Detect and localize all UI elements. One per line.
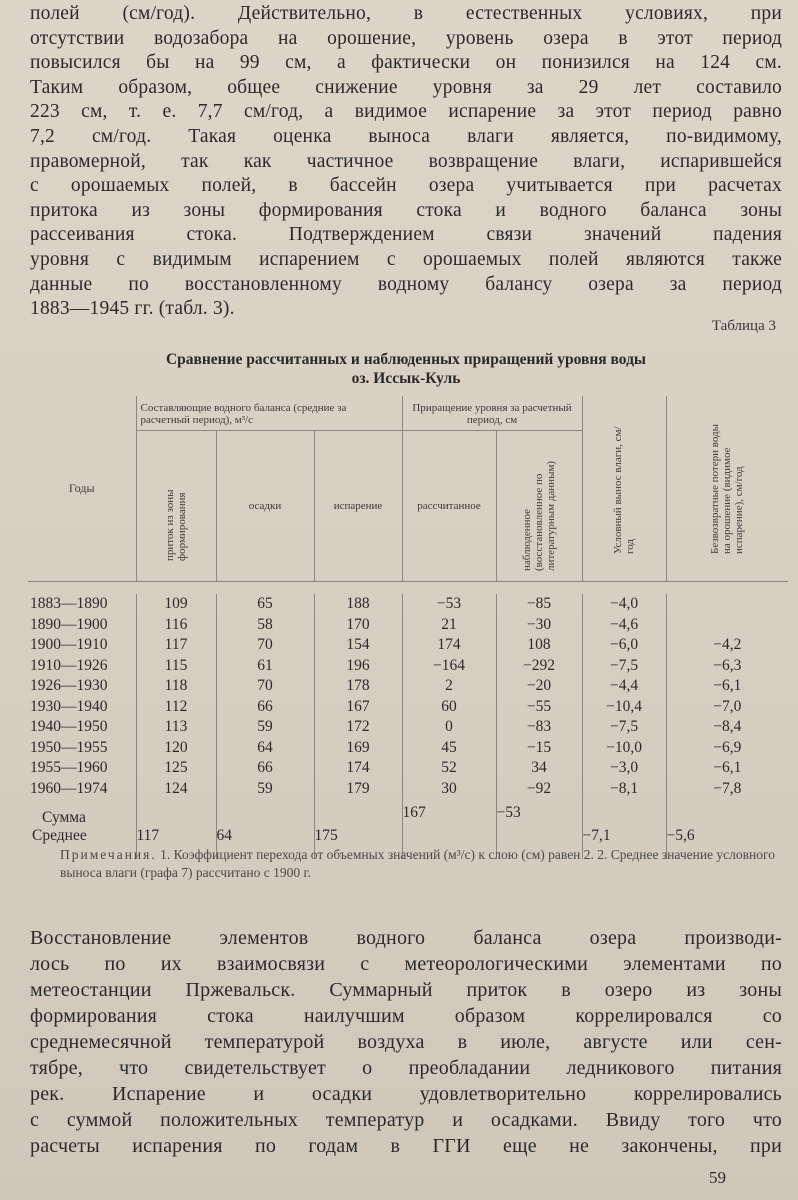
col-header-years: Годы: [28, 396, 136, 582]
cell-calc: 52: [402, 758, 496, 779]
table-row-sum: [28, 799, 788, 827]
table-row: [28, 594, 788, 615]
text-line: Восстановление элементов водного баланса озера производи-: [30, 927, 782, 949]
table-title-line: оз. Иссык-Куль: [351, 370, 461, 387]
cell-evap: 178: [314, 676, 402, 697]
cell-precip: 64: [216, 738, 314, 759]
cell-precip: 59: [216, 717, 314, 738]
text-line: повысился бы на 99 см, а фактически он понизился на 124 см.: [30, 52, 782, 74]
cell-obs: −15: [496, 738, 582, 759]
table-row-mean: [28, 827, 788, 845]
cell-inflow: 117: [136, 635, 216, 656]
cell-irr: −6,3: [666, 656, 788, 677]
text-line: с орошаемых полей, в бассейн озера учитывается при расчетах: [30, 175, 782, 197]
mean-precip: 64: [216, 827, 314, 845]
cell-calc: 30: [402, 779, 496, 800]
cell-years: 1900—1910: [30, 636, 108, 653]
col-header-cond-removal: Условный вынос влаги, см/год: [582, 396, 666, 582]
cell-evap: 179: [314, 779, 402, 800]
text-line: рассеивания стока. Подтверждением связи значений падения: [30, 224, 782, 246]
cell-inflow: 124: [136, 779, 216, 800]
col-header-calc: рассчитанное: [402, 431, 496, 582]
cell-obs: −55: [496, 697, 582, 718]
text-line: уровня с видимым испарением с орошаемых полей являются также: [30, 248, 782, 270]
col-header-precip: осадки: [216, 431, 314, 582]
cell-obs: −292: [496, 656, 582, 677]
cell-irr: [666, 615, 788, 636]
text-line: Таким образом, общее снижение уровня за 29 лет составило: [30, 76, 782, 98]
cell-precip: 70: [216, 635, 314, 656]
cell-evap: 169: [314, 738, 402, 759]
sum-label: Сумма: [42, 809, 86, 826]
text-line: расчеты испарения по годам в ГГИ еще не закончены, при: [30, 1135, 782, 1157]
cell-calc: 60: [402, 697, 496, 718]
cell-irr: −4,2: [666, 635, 788, 656]
cell-cond: −7,5: [582, 717, 666, 738]
sum-calc: 167: [402, 799, 496, 827]
cell-obs: 34: [496, 758, 582, 779]
mean-evap: 175: [314, 827, 402, 845]
cell-irr: −6,9: [666, 738, 788, 759]
cell-calc: 0: [402, 717, 496, 738]
notes-text: 1. Коэффициент перехода от объемных значений (м³/с) к слою (см) равен 2. 2. Среднее значение условного выноса влаги (графа 7) рассчитано с 1900 г.: [60, 847, 775, 880]
table-row: [28, 779, 788, 800]
cell-cond: −3,0: [582, 758, 666, 779]
text-line: лось по их взаимосвязи с метеорологическими элементами по: [30, 953, 782, 975]
cell-inflow: 116: [136, 615, 216, 636]
cell-years: 1910—1926: [30, 656, 108, 674]
col-header-observed: наблюденное (восстановленное по литературным данным): [496, 431, 582, 582]
cell-irr: −7,0: [666, 697, 788, 718]
text-line: 7,2 см/год. Такая оценка выноса влаги является, по-видимому,: [30, 125, 782, 147]
cell-calc: 174: [402, 635, 496, 656]
table-row: [28, 758, 788, 779]
cell-evap: 154: [314, 635, 402, 656]
text-line: формирования стока наилучшим образом коррелировался со: [30, 1005, 782, 1027]
cell-precip: 70: [216, 676, 314, 697]
cell-cond: −8,1: [582, 779, 666, 800]
text-line: 1883—1945 гг. (табл. 3).: [30, 298, 235, 320]
cell-calc: −53: [402, 594, 496, 615]
cell-irr: [666, 594, 788, 615]
cell-years: 1940—1950: [30, 718, 108, 735]
table-row: [28, 697, 788, 718]
cell-obs: 108: [496, 635, 582, 656]
cell-cond: −4,6: [582, 615, 666, 636]
text-line: 223 см, т. е. 7,7 см/год, а видимое испарение за этот период равно: [30, 101, 782, 123]
table-row: [28, 738, 788, 759]
bottom-paragraph: [30, 925, 782, 1159]
top-paragraph: [30, 2, 782, 322]
text-line: отсутствии водозабора на орошение, уровень озера в этот период: [30, 27, 782, 49]
text-line: данные по восстановленному водному балансу озера за период: [30, 273, 782, 295]
cell-irr: −7,8: [666, 779, 788, 800]
notes-lead: Примечания.: [60, 847, 157, 862]
text-line: полей (см/год). Действительно, в естественных условиях, при: [30, 3, 782, 24]
cell-years: 1926—1930: [30, 677, 108, 694]
table-row: [28, 615, 788, 636]
cell-inflow: 118: [136, 676, 216, 697]
cell-years: 1955—1960: [30, 759, 108, 776]
cell-inflow: 113: [136, 717, 216, 738]
cell-years: 1890—1900: [30, 615, 108, 633]
cell-years: 1930—1940: [30, 697, 108, 715]
sum-obs: −53: [496, 799, 582, 827]
text-line: тябре, что свидетельствует о преобладании ледникового питания: [30, 1057, 782, 1079]
col-header-evap: испарение: [314, 431, 402, 582]
water-balance-table: [28, 396, 788, 859]
cell-obs: −85: [496, 594, 582, 615]
table-row: [28, 676, 788, 697]
cell-precip: 65: [216, 594, 314, 615]
cell-precip: 66: [216, 758, 314, 779]
table-title: [30, 350, 782, 388]
table-title-line: Сравнение рассчитанных и наблюденных приращений уровня воды: [165, 351, 647, 368]
text-line: с суммой положительных температур и осадками. Ввиду того что: [30, 1109, 782, 1131]
page-number: 59: [709, 1168, 726, 1187]
cell-calc: 45: [402, 738, 496, 759]
table-notes: [60, 846, 780, 881]
col-header-inflow: приток из зоны формирования: [136, 431, 216, 582]
cell-cond: −10,0: [582, 738, 666, 759]
cell-years: 1960—1974: [30, 779, 108, 797]
cell-evap: 172: [314, 717, 402, 738]
mean-cond: −7,1: [582, 827, 666, 845]
text-line: притока из зоны формирования стока и водного баланса зоны: [30, 199, 782, 221]
cell-irr: −6,1: [666, 676, 788, 697]
table-label: Таблица 3: [711, 318, 776, 334]
cell-obs: −30: [496, 615, 582, 636]
cell-inflow: 109: [136, 594, 216, 615]
cell-inflow: 112: [136, 697, 216, 718]
cell-inflow: 125: [136, 758, 216, 779]
cell-precip: 66: [216, 697, 314, 718]
cell-evap: 196: [314, 656, 402, 677]
cell-irr: −8,4: [666, 717, 788, 738]
cell-evap: 188: [314, 594, 402, 615]
cell-years: 1883—1890: [30, 595, 108, 612]
table-body: [28, 582, 788, 800]
cell-evap: 170: [314, 615, 402, 636]
cell-cond: −7,5: [582, 656, 666, 677]
text-line: среднемесячной температурой воздуха в июле, августе или сен-: [30, 1031, 782, 1053]
cell-precip: 61: [216, 656, 314, 677]
cell-precip: 58: [216, 615, 314, 636]
cell-precip: 59: [216, 779, 314, 800]
cell-inflow: 120: [136, 738, 216, 759]
mean-label: Среднее: [32, 827, 87, 844]
col-group-level: Приращение уровня за расчетный период, см: [402, 396, 582, 431]
col-header-irrigation-loss: Безвозвратные потери воды на орошение (видимое испарение), см/год: [666, 396, 788, 582]
cell-obs: −92: [496, 779, 582, 800]
mean-irr: −5,6: [666, 827, 788, 845]
table-row: [28, 717, 788, 738]
cell-evap: 174: [314, 758, 402, 779]
table-row: [28, 635, 788, 656]
text-line: метеостанции Пржевальск. Суммарный приток в озеро из зоны: [30, 979, 782, 1001]
table-row: [28, 656, 788, 677]
cell-evap: 167: [314, 697, 402, 718]
mean-inflow: 117: [136, 827, 216, 845]
cell-calc: −164: [402, 656, 496, 677]
cell-obs: −83: [496, 717, 582, 738]
cell-cond: −4,0: [582, 594, 666, 615]
cell-inflow: 115: [136, 656, 216, 677]
cell-calc: 21: [402, 615, 496, 636]
cell-irr: −6,1: [666, 758, 788, 779]
col-group-balance: Составляющие водного баланса (средние за расчетный период), м³/с: [136, 396, 402, 431]
cell-cond: −10,4: [582, 697, 666, 718]
text-line: правомерной, так как частичное возвращение влаги, испарившейся: [30, 150, 782, 172]
cell-cond: −6,0: [582, 635, 666, 656]
cell-cond: −4,4: [582, 676, 666, 697]
cell-calc: 2: [402, 676, 496, 697]
cell-obs: −20: [496, 676, 582, 697]
text-line: рек. Испарение и осадки удовлетворительно коррелировались: [30, 1083, 782, 1105]
cell-years: 1950—1955: [30, 738, 108, 756]
